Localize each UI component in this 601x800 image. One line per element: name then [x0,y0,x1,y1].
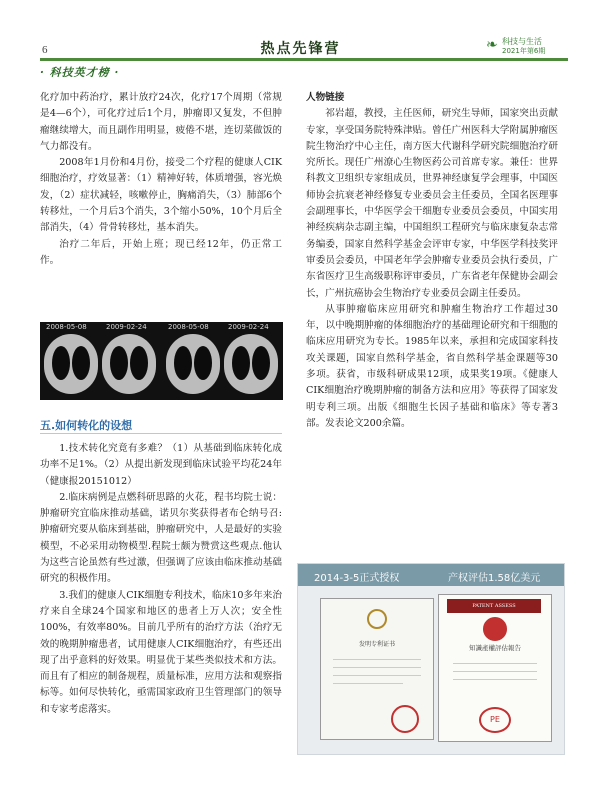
page-title: 热点先锋营 [260,41,341,57]
left-column-bottom [40,441,282,718]
column-tag: · 科技英才榜 · [40,66,120,79]
page-header [0,0,601,62]
paragraph-outcome: 治疗二年后，开始上班；现已经12年，仍正常工作。 [40,238,282,266]
paragraph-point-2: 2.临床病例是点燃科研思路的火花，程书均院士说：肿瘤研究宜临床推动基础，诺贝尔奖获得者布仑纳号召:肿瘤研究要从临床到基础，肿瘤研究中，人是最好的实验模型，不必采用动物模型.程院士颇为赞赏这些观点.他认为这些言论虽然有些过激，但强调了应该由临床推动基础研究的积极作用。 [40,491,282,585]
ct-scan-image [44,334,98,394]
ct-pair-1 [40,322,161,400]
pe-seal: PE [479,707,511,733]
ct-scan-image [166,334,220,394]
header-rule [40,58,568,61]
doc-badge: PATENT ASSESS [447,599,541,613]
certificate-caption-band [298,564,564,586]
patent-assessment-document [438,594,552,742]
magazine-name: 科技与生活 [502,37,542,46]
bauhinia-emblem-icon [483,617,507,641]
section-title: 五.如何转化的设想 [40,419,133,432]
ct-scan-image [224,334,278,394]
paragraph-point-3: 3.我们的健康人CIK细胞专利技术，临床10多年来治疗来自全球24个国家和地区的患者上万人次；安全性100%，有效率80%。目前几乎所有的治疗方法（治疗无效的晚期肿瘤患者，试用健康人CIK细胞治疗，有些还出现了出乎意料的好效果。明显优于某些类似技术和方法。而且有了相应的制备规程，质量标准，应用方法和观察指标等。如何尽快转化，亟需国家政府卫生管理部门的领导和专家考虑落实。 [40,589,282,715]
caption-valuation: 产权评估1.58亿美元 [448,573,541,584]
ct-pair-2 [162,322,283,400]
paragraph-cik-results: 2008年1月份和4月份，接受二个疗程的健康人CIK细胞治疗，疗效显著：（1）精神好转，体质增强，容光焕发，（2）症状减轻，咳嗽停止，胸痛消失，（3）肺部6个转移灶，一个月后3个消失，3个缩小50%，10个月后全部消失，（4）骨骨转移灶，基本消失。 [40,157,282,234]
doc-title: 知識產權評估報告 [469,644,521,652]
ct-date-label: 2009-02-24 [228,323,269,331]
bio-heading: 人物链接 [306,92,345,103]
magazine-badge [486,36,564,58]
left-column-top [40,90,282,269]
red-seal-icon [391,705,419,733]
ct-date-label: 2009-02-24 [106,323,147,331]
caption-authorized: 2014-3-5正式授权 [314,573,400,584]
section-rule [40,433,282,434]
paragraph-point-1: 1.技术转化究竟有多难？（1）从基础到临床转化成功率不足1%。（2）从提出新发现到临床试验平均花24年（健康报20151012） [40,443,282,487]
paragraph-treatment-history: 化疗加中药治疗，累计放疗24次，化疗17个周期（常规是4—6个），可化疗过后1个月，肿瘤即又复发，不但肿瘤继续增大，而且副作用明显，疲倦不堪，连切菜做饭的气力都没有。 [40,92,282,152]
right-column [306,90,558,432]
paragraph-bio: 祁岩超，教授，主任医师，研究生导师，国家突出贡献专家，享受国务院特殊津贴。曾任广州医科大学附属肿瘤医院生物治疗中心主任，南方医大代谢科学研究院细胞治疗研究所长。现任广州潦心生物医药公司首席专家。兼任：世界科教文卫组织专家组成员，世界神经康复学会理事，中国医师协会抗衰老神经修复专业委员会主任委员，全国名医理事会副理事长，中华医学会干细胞专业委员会委员，中国实用神经疾病杂志副主编，中国组织工程研究与临床康复杂志常务编委，国家自然科学基金会评审专家，中华医学科技奖评审委员会委员，中国老年学会肿瘤专业委员会执行委员，广东省医疗卫生高级职称评审委员，广东省老年保健协会副会长，广州抗癌协会生物治疗专业委员会副主任委员。 [306,108,558,299]
patent-certificate-figure [297,563,565,755]
page-number: 6 [42,44,48,56]
doc-title: 发明专利证书 [358,641,395,648]
leaf-logo-icon: ❧ [486,37,498,53]
paragraph-research: 从事肿瘤临床应用研究和肿瘤生物治疗工作超过30年，以中晚期肿瘤的体细胞治疗的基础理论研究和干细胞的临床应用研究为专长。1985年以来，承担和完成国家科技攻关课题，国家自然科学基金，省自然科学基金课题等30多项。获省，市级科研成果12项，成果奖19项。《健康人CIK细胞治疗晚期肿瘤的制备方法和应用》等获得了国家发明专利三项。出版《细胞生长因子基础和临床》等专著3部。发表论文200余篇。 [306,303,558,429]
ct-date-label: 2008-05-08 [46,323,87,331]
emblem-icon [367,609,387,629]
patent-certificate-document [320,598,434,740]
ct-scan-image [102,334,156,394]
magazine-issue: 2021年第6期 [502,47,546,55]
ct-scan-figure [40,322,283,400]
ct-date-label: 2008-05-08 [168,323,209,331]
